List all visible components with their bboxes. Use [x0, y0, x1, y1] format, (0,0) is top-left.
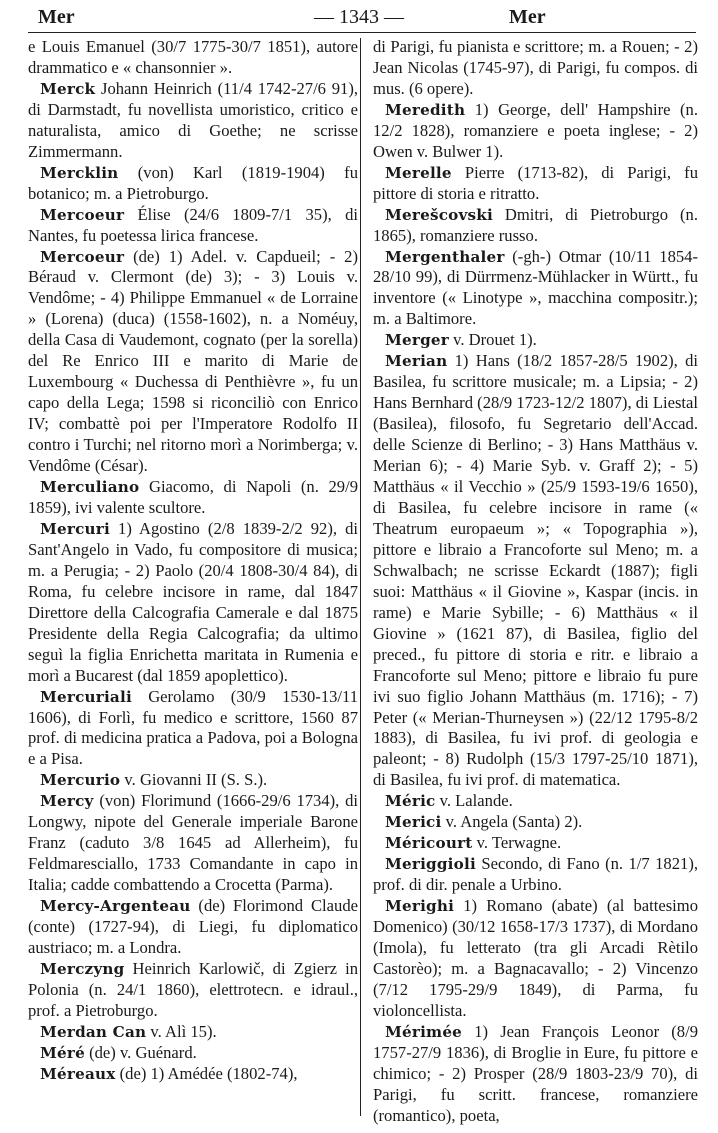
dictionary-entry	[28, 205, 358, 247]
entry-headword: Mercuri	[40, 519, 110, 538]
entry-headword: Méric	[385, 792, 436, 811]
entry-text: Giacomo, di Napoli (n. 29/9 1859), ivi valente scultore.	[28, 477, 358, 517]
header-rule	[28, 32, 696, 33]
dictionary-entry	[373, 833, 698, 854]
entry-text: 1) Hans (18/2 1857-28/5 1902), di Basilea, fu scrittore musicale; m. a Lipsia; - 2) Hans Bernhard (28/9 1723-12/2 1807), di Liestal (Basilea), filosofo, fu Segretario dell'Accad. delle Scienze di Berlino; - 3) Hans Matthäus v. Merian 6); - 4) Marie Syb. v. Graff 2); - 5) Matthäus « il Vecchio » (25/9 1593-19/6 1650), di Basilea, fu celebre incisore in rame (« Theatrum europaeum »; « Topographia »), pittore e libraio a Francoforte sul Meno; m. a Schwalbach; ne scrisse Eckardt (1887); figli suoi: Matthäus « il Giovine », Kaspar (incis. in rame) e Marie Sybille; - 6) Matthäus « il Giovine » (1621 87), di Basilea, figlio del preced., fu pittore di storia e ritr. e libraio a Francoforte sul Meno; pittore e libraio fu pure ivi suo figlio Johann Matthäus (m. 1716); - 7) Peter (« Merian-Thurneysen ») (22/12 1795-8/2 1883), di Basilea, fu ivi prof. di geologia e paleont; - 8) Rudolph (15/3 1797-25/10 1871), di Basilea, fu ivi prof. di matematica.	[373, 351, 698, 790]
entry-text: (von) Karl (1819-1904) fu botanico; m. a Pietroburgo.	[28, 162, 358, 203]
page-number: — 1343 —	[314, 6, 404, 28]
dictionary-entry	[373, 330, 698, 351]
dictionary-entry	[28, 247, 358, 477]
dictionary-entry	[373, 351, 698, 791]
entry-headword: Merian	[385, 352, 448, 371]
entry-text: Johann Heinrich (11/4 1742-27/6 91), di Darmstadt, fu novellista umoristico, critico e naturalista, amico di Goethe; ne scrisse Zimmermann.	[28, 78, 358, 161]
dictionary-entry	[28, 959, 358, 1022]
entry-headword: Méré	[40, 1043, 85, 1062]
column-separator	[360, 38, 361, 1116]
dictionary-entry	[28, 1043, 358, 1064]
dictionary-entry	[28, 1022, 358, 1043]
entry-headword: Mérimée	[385, 1022, 463, 1041]
entry-headword: Merck	[40, 79, 96, 98]
entry-headword: Merczyng	[40, 959, 125, 978]
entry-headword: Mercklin	[40, 163, 119, 182]
entry-text: 1) Jean François Leonor (8/9 1757-27/9 1836), di Broglie in Eure, fu pittore e chimico; - 2) Prosper (28/9 1803-23/9 70), di Parigi, fu scritt. francese, romanziere (romantico), poeta,	[373, 1021, 698, 1125]
entry-headword: Mercurio	[40, 771, 121, 790]
entry-headword: Mercy-Argenteau	[40, 897, 191, 916]
dictionary-entry	[28, 37, 358, 79]
entry-headword: Meriggioli	[385, 855, 476, 874]
dictionary-entry	[373, 854, 698, 896]
dictionary-entry	[28, 791, 358, 896]
entry-headword: Merešcovski	[385, 205, 493, 224]
entry-text: (de) Florimond Claude (conte) (1727-94), di Liegi, fu diplomatico austriaco; m. a Londra.	[28, 896, 358, 957]
entry-text: di Parigi, fu pianista e scrittore; m. a Rouen; - 2) Jean Nicolas (1745-97), di Parigi, fu compos. di mus. (6 opere).	[373, 37, 698, 98]
entry-text: Élise (24/6 1809-7/1 35), di Nantes, fu poetessa lirica francese.	[28, 204, 358, 245]
entry-headword: Merger	[385, 331, 449, 350]
entry-text: v. Terwagne.	[472, 833, 562, 853]
dictionary-entry	[28, 477, 358, 519]
entry-text: e Louis Emanuel (30/7 1775-30/7 1851), autore drammatico e « chansonnier ».	[28, 37, 358, 77]
entry-headword: Méricourt	[385, 834, 473, 853]
left-column	[28, 37, 358, 1085]
entry-text: (de) 1) Adel. v. Capdueil; - 2) Béraud v. Clermont (de) 3); - 3) Louis v. Vendôme; - 4) Philippe Emmanuel « de Lorraine » (Lorena) (duca) (1558-1602), n. a Noméuy, della Casa di Vaudemont, cognato (per la sorella) del Re Enrico III e marito di Marie de Luxembourg « Duchessa di Penthièvre », fu un capo della Lega; 1598 si riconciliò con Enrico IV; combattè poi per l'Imperatore Rodolfo II contro i Turchi; nel ritorno morì a Norimberga; v. Vendôme (César).	[28, 246, 358, 476]
entry-headword: Méreaux	[40, 1064, 116, 1083]
entry-text: Dmitri, di Pietroburgo (n. 1865), romanziere russo.	[373, 204, 698, 245]
right-column	[373, 37, 698, 1127]
entry-text: Pierre (1713-82), di Parigi, fu pittore di storia e ritratto.	[373, 162, 698, 203]
entry-text: v. Angela (Santa) 2).	[441, 812, 583, 832]
dictionary-entry	[28, 519, 358, 687]
dictionary-entry	[28, 896, 358, 959]
header-right-guide-word: Mer	[509, 6, 546, 28]
dictionary-entry	[373, 37, 698, 100]
entry-headword: Mercoeur	[40, 247, 125, 266]
entry-text: (de) 1) Amédée (1802-74),	[115, 1063, 298, 1083]
dictionary-entry	[373, 163, 698, 205]
entry-headword: Merelle	[385, 163, 452, 182]
entry-text: v. Drouet 1).	[448, 330, 537, 350]
header-left-guide-word: Mer	[38, 6, 75, 28]
dictionary-entry	[28, 1064, 358, 1085]
entry-text: v. Giovanni II (S. S.).	[120, 770, 268, 790]
dictionary-entry	[28, 687, 358, 771]
entry-text: Heinrich Karlowič, di Zgierz in Polonia (n. 24/1 1860), elettrotecn. e idraul., prof. a Pietroburgo.	[28, 958, 358, 1020]
entry-headword: Mercuriali	[40, 687, 132, 706]
dictionary-entry	[373, 791, 698, 812]
dictionary-entry	[373, 1022, 698, 1127]
entry-text: Secondo, di Fano (n. 1/7 1821), prof. di dir. penale a Urbino.	[373, 854, 698, 895]
entry-headword: Merdan Can	[40, 1022, 147, 1041]
entry-headword: Merighi	[385, 897, 455, 916]
dictionary-entry	[373, 247, 698, 331]
entry-text: (de) v. Guénard.	[84, 1042, 197, 1062]
dictionary-entry	[373, 812, 698, 833]
entry-text: Gerolamo (30/9 1530-13/11 1606), di Forlì, fu medico e scrittore, 1560 87 prof. di medicina pratica a Padova, poi a Bologna e a Pisa.	[28, 686, 358, 769]
entry-headword: Meredith	[385, 100, 466, 119]
dictionary-entry	[28, 79, 358, 163]
entry-headword: Mercy	[40, 792, 94, 811]
entry-headword: Merculiano	[40, 478, 140, 497]
dictionary-entry	[373, 896, 698, 1022]
entry-text: (von) Florimund (1666-29/6 1734), di Longwy, nipote del Generale imperiale Barone Franz (caduto 3/8 1645 ad Allerheim), fu Feldmaresciallo, 1733 Comandante in capo in Italia; cadde combattendo a Crocetta (Parma).	[28, 791, 358, 895]
entry-headword: Mergenthaler	[385, 247, 505, 266]
entry-headword: Merici	[385, 813, 442, 832]
dictionary-entry	[373, 100, 698, 163]
entry-text: v. Alì 15).	[146, 1021, 217, 1041]
entry-headword: Mercoeur	[40, 205, 125, 224]
page-header	[0, 6, 718, 30]
entry-text: 1) Romano (abate) (al battesimo Domenico) (30/12 1658-17/3 1737), di Mordano (Imola), fu letterato (tra gli Arcadi Rètilo Castorèo); m. a Bagnacavallo; - 2) Vincenzo (7/12 1795-29/9 1849), di Parma, fu violoncellista.	[373, 896, 698, 1020]
entry-text: 1) Agostino (2/8 1839-2/2 92), di Sant'Angelo in Vado, fu compositore di musica; m. a Perugia; - 2) Paolo (20/4 1808-30/4 84), di Roma, fu celebre incisore in rame, dal 1847 Direttore della Calcografia Camerale e dal 1875 Presidente della Regia Calcografia; da ultimo seguì la figlia Enrichetta maritata in Rumenia e morì a Bucarest (dal 1859 apoplettico).	[28, 518, 358, 685]
entry-text: (-gh-) Otmar (10/11 1854-28/10 99), di Dürrmenz-Mühlacker in Württ., fu inventore (« Linotype », macchina compositr.); m. a Baltimore.	[373, 246, 698, 329]
dictionary-entry	[373, 205, 698, 247]
entry-text: 1) George, dell' Hampshire (n. 12/2 1828), romanziere e poeta inglese; - 2) Owen v. Bulwer 1).	[373, 99, 698, 161]
dictionary-entry	[28, 770, 358, 791]
entry-text: v. Lalande.	[435, 791, 513, 811]
dictionary-entry	[28, 163, 358, 205]
